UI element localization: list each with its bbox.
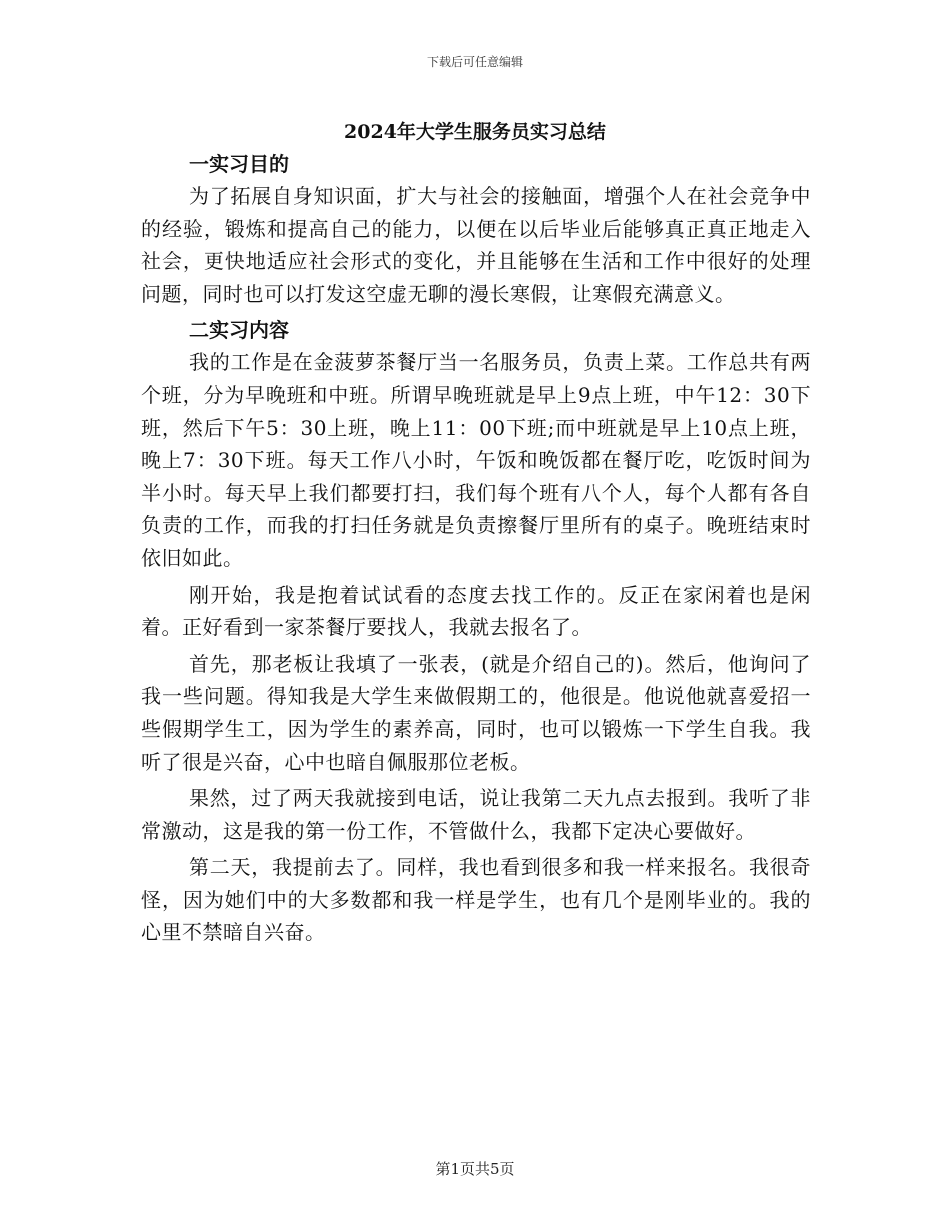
paragraph: 首先，那老板让我填了一张表，(就是介绍自己的)。然后，他询问了我一些问题。得知我是大学生来做假期工的，他很是。他说他就喜爱招一些假期学生工，因为学生的素养高，同时，也可以锻炼一下学生自我。我听了很是兴奋，心中也暗自佩服那位老板。: [141, 651, 811, 774]
document-body: [141, 148, 811, 949]
paragraph: 第二天，我提前去了。同样，我也看到很多和我一样来报名。我很奇怪，因为她们中的大多数都和我一样是学生，也有几个是刚毕业的。我的心里不禁暗自兴奋。: [141, 855, 811, 945]
paragraph: 为了拓展自身知识面，扩大与社会的接触面，增强个人在社会竞争中的经验，锻炼和提高自己的能力，以便在以后毕业后能够真正真正地走入社会，更快地适应社会形式的变化，并且能够在生活和工作中很好的处理问题，同时也可以打发这空虚无聊的漫长寒假，让寒假充满意义。: [141, 184, 811, 306]
header-note: 下载后可任意编辑: [426, 55, 523, 69]
page-number: 第1页共5页: [435, 1160, 515, 1178]
document-title: 2024年大学生服务员实习总结: [344, 121, 606, 143]
paragraph: 果然，过了两天我就接到电话，说让我第二天九点去报到。我听了非常激动，这是我的第一份工作，不管做什么，我都下定决心要做好。: [141, 786, 811, 843]
section-heading-content: 二实习内容: [189, 318, 289, 343]
section-heading-purpose: 一实习目的: [189, 152, 289, 176]
paragraph: 刚开始，我是抱着试试看的态度去找工作的。反正在家闲着也是闲着。正好看到一家茶餐厅要找人，我就去报名了。: [141, 582, 811, 640]
paragraph: 我的工作是在金菠萝茶餐厅当一名服务员，负责上菜。工作总共有两个班，分为早晚班和中班。所谓早晚班就是早上9点上班，中午12：30下班，然后下午5：30上班，晚上11：00下班;而中班就是早上10点上班，晚上7：30下班。每天工作八小时，午饭和晚饭都在餐厅吃，吃饭时间为半小时。每天早上我们都要打扫，我们每个班有八个人，每个人都有各自负责的工作，而我的打扫任务就是负责擦餐厅里所有的桌子。晚班结束时依旧如此。: [141, 350, 811, 570]
